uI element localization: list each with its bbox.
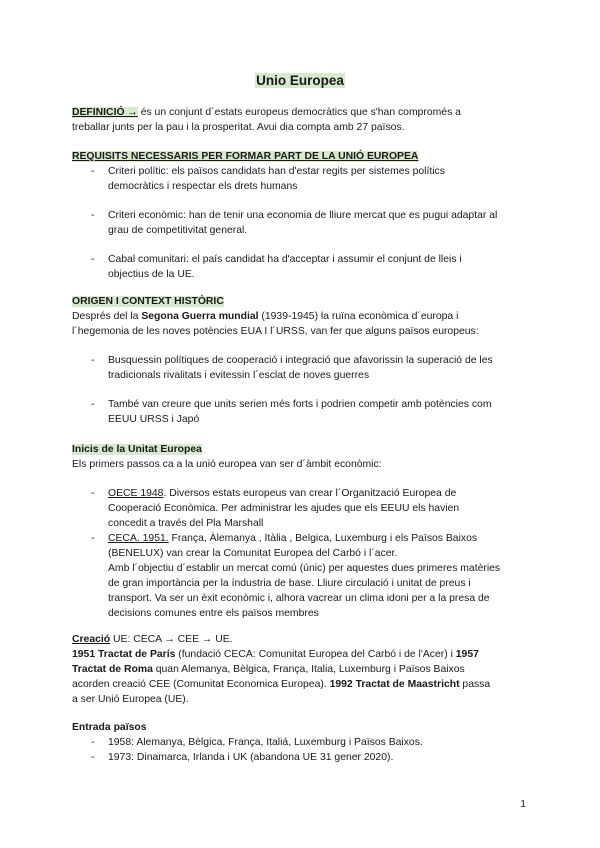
- list-item: - Busquessin polítiques de cooperació i integració que afavorissin la superació de les tradicionals rivalitats i evitessin l´esclat de noves guerres: [72, 353, 532, 383]
- entrada-section: [72, 720, 532, 765]
- list-item: - CECA. 1951. França, Àlemanya , Itàlia , Belgica, Luxemburg i els Països Baixos (BENELUX) van crear la Comunitat Europea del Carbó i l´acer. Amb l´objectiu d´establir un mercat comú (únic) per aquestes dues primeres matèries de gran importància per la índustria de base. Lliure circulació i unitat de preus i transport. Va ser un èxit econòmic i, alhora vacrear un clima idoni per a la presa de decisions comunes entre els països membres: [72, 531, 532, 621]
- origen-paragraph: Després del la Segona Guerra mundial (1939-1945) la ruïna econòmica d´europa i: [72, 311, 459, 322]
- requisits-list: [72, 164, 532, 282]
- list-item: - Criteri econòmic: han de tenir una economia de lliure mercat que es pugui adaptar al grau de competitivitat general.: [72, 208, 532, 238]
- entrada-heading: Entrada països: [72, 722, 147, 733]
- origen-list: [72, 353, 532, 427]
- origen-heading: ORIGEN I CONTEXT HISTÒRIC: [72, 296, 224, 307]
- definition-label: DEFINICIÓ →: [72, 107, 138, 118]
- list-item: - OECE 1948. Diversos estats europeus van crear l´Organització Europea de Cooperació Econòmica. Per administrar les ajudes que els EEUU els havien concedit a través del Pla Marshall: [72, 486, 532, 531]
- origen-section: ORIGEN I CONTEXT HISTÒRIC Després del la Segona Guerra mundial (1939-1945) la ruïna econòmica d´europa i l´hegemonia de les noves potències EUA I l´URSS, van fer que alguns països europeus: - Busquessin polítiques de cooperació i integració que afavorissin la superació de les tradicionals rivalitats i evitessin l´esclat de noves guerres - També van creure que units serien més forts i podrien competir amb potències com EEUU URSS i Japó: [72, 294, 532, 427]
- inicis-list: [72, 486, 532, 621]
- inicis-heading: Inicis de la Unitat Europea: [72, 444, 202, 455]
- list-item: - 1958: Alemanya, Bèlgica, França, Italiá, Luxemburg i Països Baixos.: [72, 735, 532, 750]
- requisits-section: [72, 149, 532, 282]
- list-item: - Cabal comunitari: el país candidat ha d'acceptar i assumir el conjunt de lleis i objectius de la UE.: [72, 252, 532, 282]
- definition-paragraph: DEFINICIÓ → és un conjunt d´estats europeus democràtics que s'han compromés a treballar junts per la pau i la prosperitat. Avui dia compta amb 27 països.: [72, 107, 461, 133]
- requisits-heading: REQUISITS NECESSARIS PER FORMAR PART DE LA UNIÓ EUROPEA: [72, 151, 419, 162]
- creacio-section: Creació UE: CECA → CEE → UE. 1951 Tractat de París (fundació CECA: Comunitat Europea del Carbó i de l'Acer) i 1957 Tractat de Roma quan Alemanya, Bèlgica, França, Italia, Luxemburg i Països Baixos acorden creació CEE (Comunitat Economica Europea). 1992 Tractat de Maastricht passa a ser Unió Europea (UE).: [72, 634, 491, 705]
- page-title: Unio Europea: [256, 73, 344, 88]
- oece-link[interactable]: OECE 1948: [108, 488, 164, 499]
- list-item: - També van creure que units serien més forts i podrien competir amb potències com EEUU URSS i Japó: [72, 397, 532, 427]
- page-number: 1: [520, 799, 526, 810]
- inicis-section: Inicis de la Unitat Europea Els primers passos ca a la unió europea van ser d´àmbit econòmic: - OECE 1948. Diversos estats europeus van crear l´Organització Europea de Cooperació Econòmica. Per administrar les ajudes que els EEUU els havien concedit a través del Pla Marshall - CECA. 1951. França, Àlemanya , Itàlia , Belgica, Luxemburg i els Països Baixos (BENELUX) van crear la Comunitat Europea del Carbó i l´acer. Amb l´objectiu d´establir un mercat comú (únic) per aquestes dues primeres matèries de gran importància per la índustria de base. Lliure circulació i unitat de preus i transport. Va ser un èxit econòmic i, alhora vacrear un clima idoni per a la presa de decisions comunes entre els països membres: [72, 442, 532, 621]
- list-item: - Criteri polític: els països candidats han d'estar regits per sistemes polítics democràtics i respectar els drets humans: [72, 164, 532, 194]
- ceca-link[interactable]: CECA. 1951.: [108, 533, 169, 544]
- list-item: - 1973: Dinamarca, Irlanda i UK (abandona UE 31 gener 2020).: [72, 750, 532, 765]
- entrada-list: [72, 735, 532, 765]
- creacio-label: Creació: [72, 634, 111, 645]
